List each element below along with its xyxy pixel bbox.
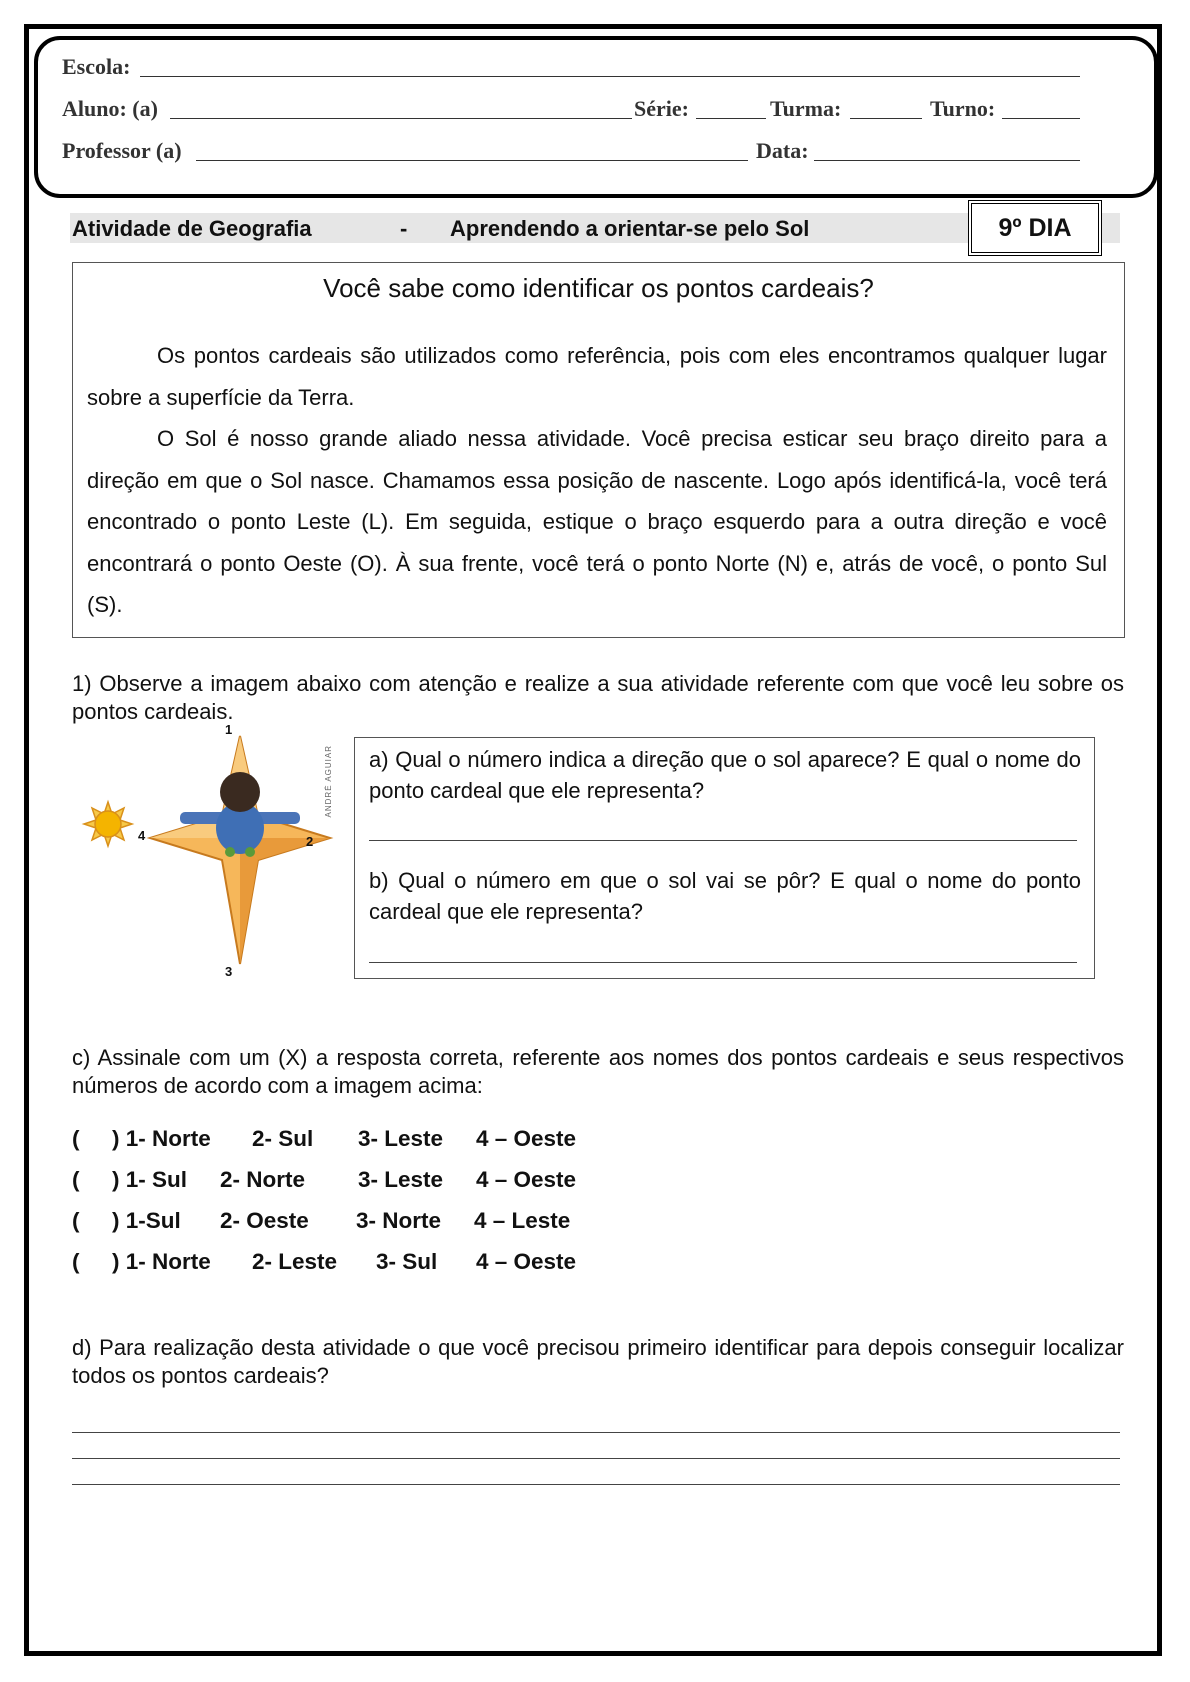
turno-label: Turno: <box>930 96 996 121</box>
option-item: ) 1-Sul <box>112 1208 181 1233</box>
turma-line[interactable] <box>850 118 922 119</box>
question-1-text: 1) Observe a imagem abaixo com atenção e realize a sua atividade referente com que você leu sobre os pontos cardeais. <box>72 671 1124 724</box>
question-b-answer-line[interactable] <box>369 962 1077 963</box>
option-item: 2- Oeste <box>220 1208 309 1233</box>
compass-star-illustration <box>80 728 340 984</box>
activity-title-bar <box>70 213 1120 243</box>
serie-line[interactable] <box>696 118 766 119</box>
question-d-text: d) Para realização desta atividade o que você precisou primeiro identificar para depois conseguir localizar todos os pontos cardeais? <box>72 1335 1124 1388</box>
option-item: 4 – Oeste <box>476 1167 577 1192</box>
question-b-text: b) Qual o número em que o sol vai se pôr? E qual o nome do ponto cardeal que ele representa? <box>369 868 1081 924</box>
question-c-text: c) Assinale com um (X) a resposta correta, referente aos nomes dos pontos cardeais e seus respectivos números de acordo com a imagem acima: <box>72 1045 1124 1098</box>
question-d-answer-line[interactable] <box>72 1484 1120 1485</box>
compass-label-3: 3 <box>225 964 233 979</box>
option-item: ) 1- Sul <box>112 1167 188 1192</box>
option-item: 3- Norte <box>356 1208 442 1233</box>
day-badge: 9º DIA <box>968 200 1102 256</box>
question-d-answer-line[interactable] <box>72 1458 1120 1459</box>
intro-title: Você sabe como identificar os pontos cardeais? <box>323 273 874 303</box>
option-item: ) 1- Norte <box>112 1126 211 1151</box>
escola-label: Escola: <box>62 54 131 79</box>
option-checkbox[interactable]: ( <box>72 1208 80 1233</box>
option-item: 4 – Oeste <box>476 1126 577 1151</box>
subject-title: Atividade de Geografia <box>72 216 312 241</box>
compass-label-2: 2 <box>306 834 314 849</box>
aluno-label: Aluno: (a) <box>62 96 158 121</box>
data-line[interactable] <box>814 160 1080 161</box>
professor-label: Professor (a) <box>62 138 182 163</box>
option-item: ) 1- Norte <box>112 1249 211 1274</box>
question-a-text: a) Qual o número indica a direção que o sol aparece? E qual o nome do ponto cardeal que ele representa? <box>369 747 1081 803</box>
professor-line[interactable] <box>196 160 748 161</box>
title-separator: - <box>400 216 408 241</box>
turno-line[interactable] <box>1002 118 1080 119</box>
option-item: 3- Leste <box>358 1167 444 1192</box>
sun-icon <box>84 802 132 846</box>
option-item: 4 – Leste <box>474 1208 571 1233</box>
topic-title: Aprendendo a orientar-se pelo Sol <box>450 216 810 241</box>
illustration-credit: ANDRÉ AGUIAR <box>324 745 333 818</box>
serie-label: Série: <box>634 96 689 121</box>
child-head <box>220 772 260 812</box>
child-foot-right <box>245 847 255 857</box>
intro-box <box>72 262 1125 638</box>
question-a-answer-line[interactable] <box>369 840 1077 841</box>
option-row[interactable] <box>0 1208 700 1238</box>
option-item: 2- Leste <box>252 1249 338 1274</box>
intro-paragraph-1: Os pontos cardeais são utilizados como referência, pois com eles encontramos qualquer lugar sobre a superfície da Terra. <box>87 343 1107 410</box>
option-item: 3- Sul <box>376 1249 438 1274</box>
aluno-line[interactable] <box>170 118 632 119</box>
option-item: 3- Leste <box>358 1126 444 1151</box>
compass-label-4: 4 <box>138 828 146 843</box>
option-item: 2- Norte <box>220 1167 306 1192</box>
option-item: 4 – Oeste <box>476 1249 577 1274</box>
data-label: Data: <box>756 138 809 163</box>
turma-label: Turma: <box>770 96 842 121</box>
option-checkbox[interactable]: ( <box>72 1167 80 1192</box>
question-d-answer-line[interactable] <box>72 1432 1120 1433</box>
option-item: 2- Sul <box>252 1126 314 1151</box>
compass-label-1: 1 <box>225 722 233 737</box>
option-row[interactable] <box>0 1126 700 1156</box>
star-south-arm <box>240 838 258 964</box>
questions-ab-box <box>354 737 1095 979</box>
escola-line[interactable] <box>140 76 1080 77</box>
child-foot-left <box>225 847 235 857</box>
option-checkbox[interactable]: ( <box>72 1126 80 1151</box>
intro-paragraph-2: O Sol é nosso grande aliado nessa atividade. Você precisa esticar seu braço direito para a direção em que o Sol nasce. Chamamos essa posição de nascente. Logo após identificá-la, você terá encontrado o ponto Leste (L). Em seguida, estique o braço esquerdo para a outra direção e você encontrará o ponto Oeste (O). À sua frente, você terá o ponto Norte (N) e, atrás de você, o ponto Sul (S). <box>87 426 1107 617</box>
option-row[interactable] <box>0 1249 700 1279</box>
option-row[interactable] <box>0 1167 700 1197</box>
compass-figure <box>80 722 340 984</box>
option-checkbox[interactable]: ( <box>72 1249 80 1274</box>
